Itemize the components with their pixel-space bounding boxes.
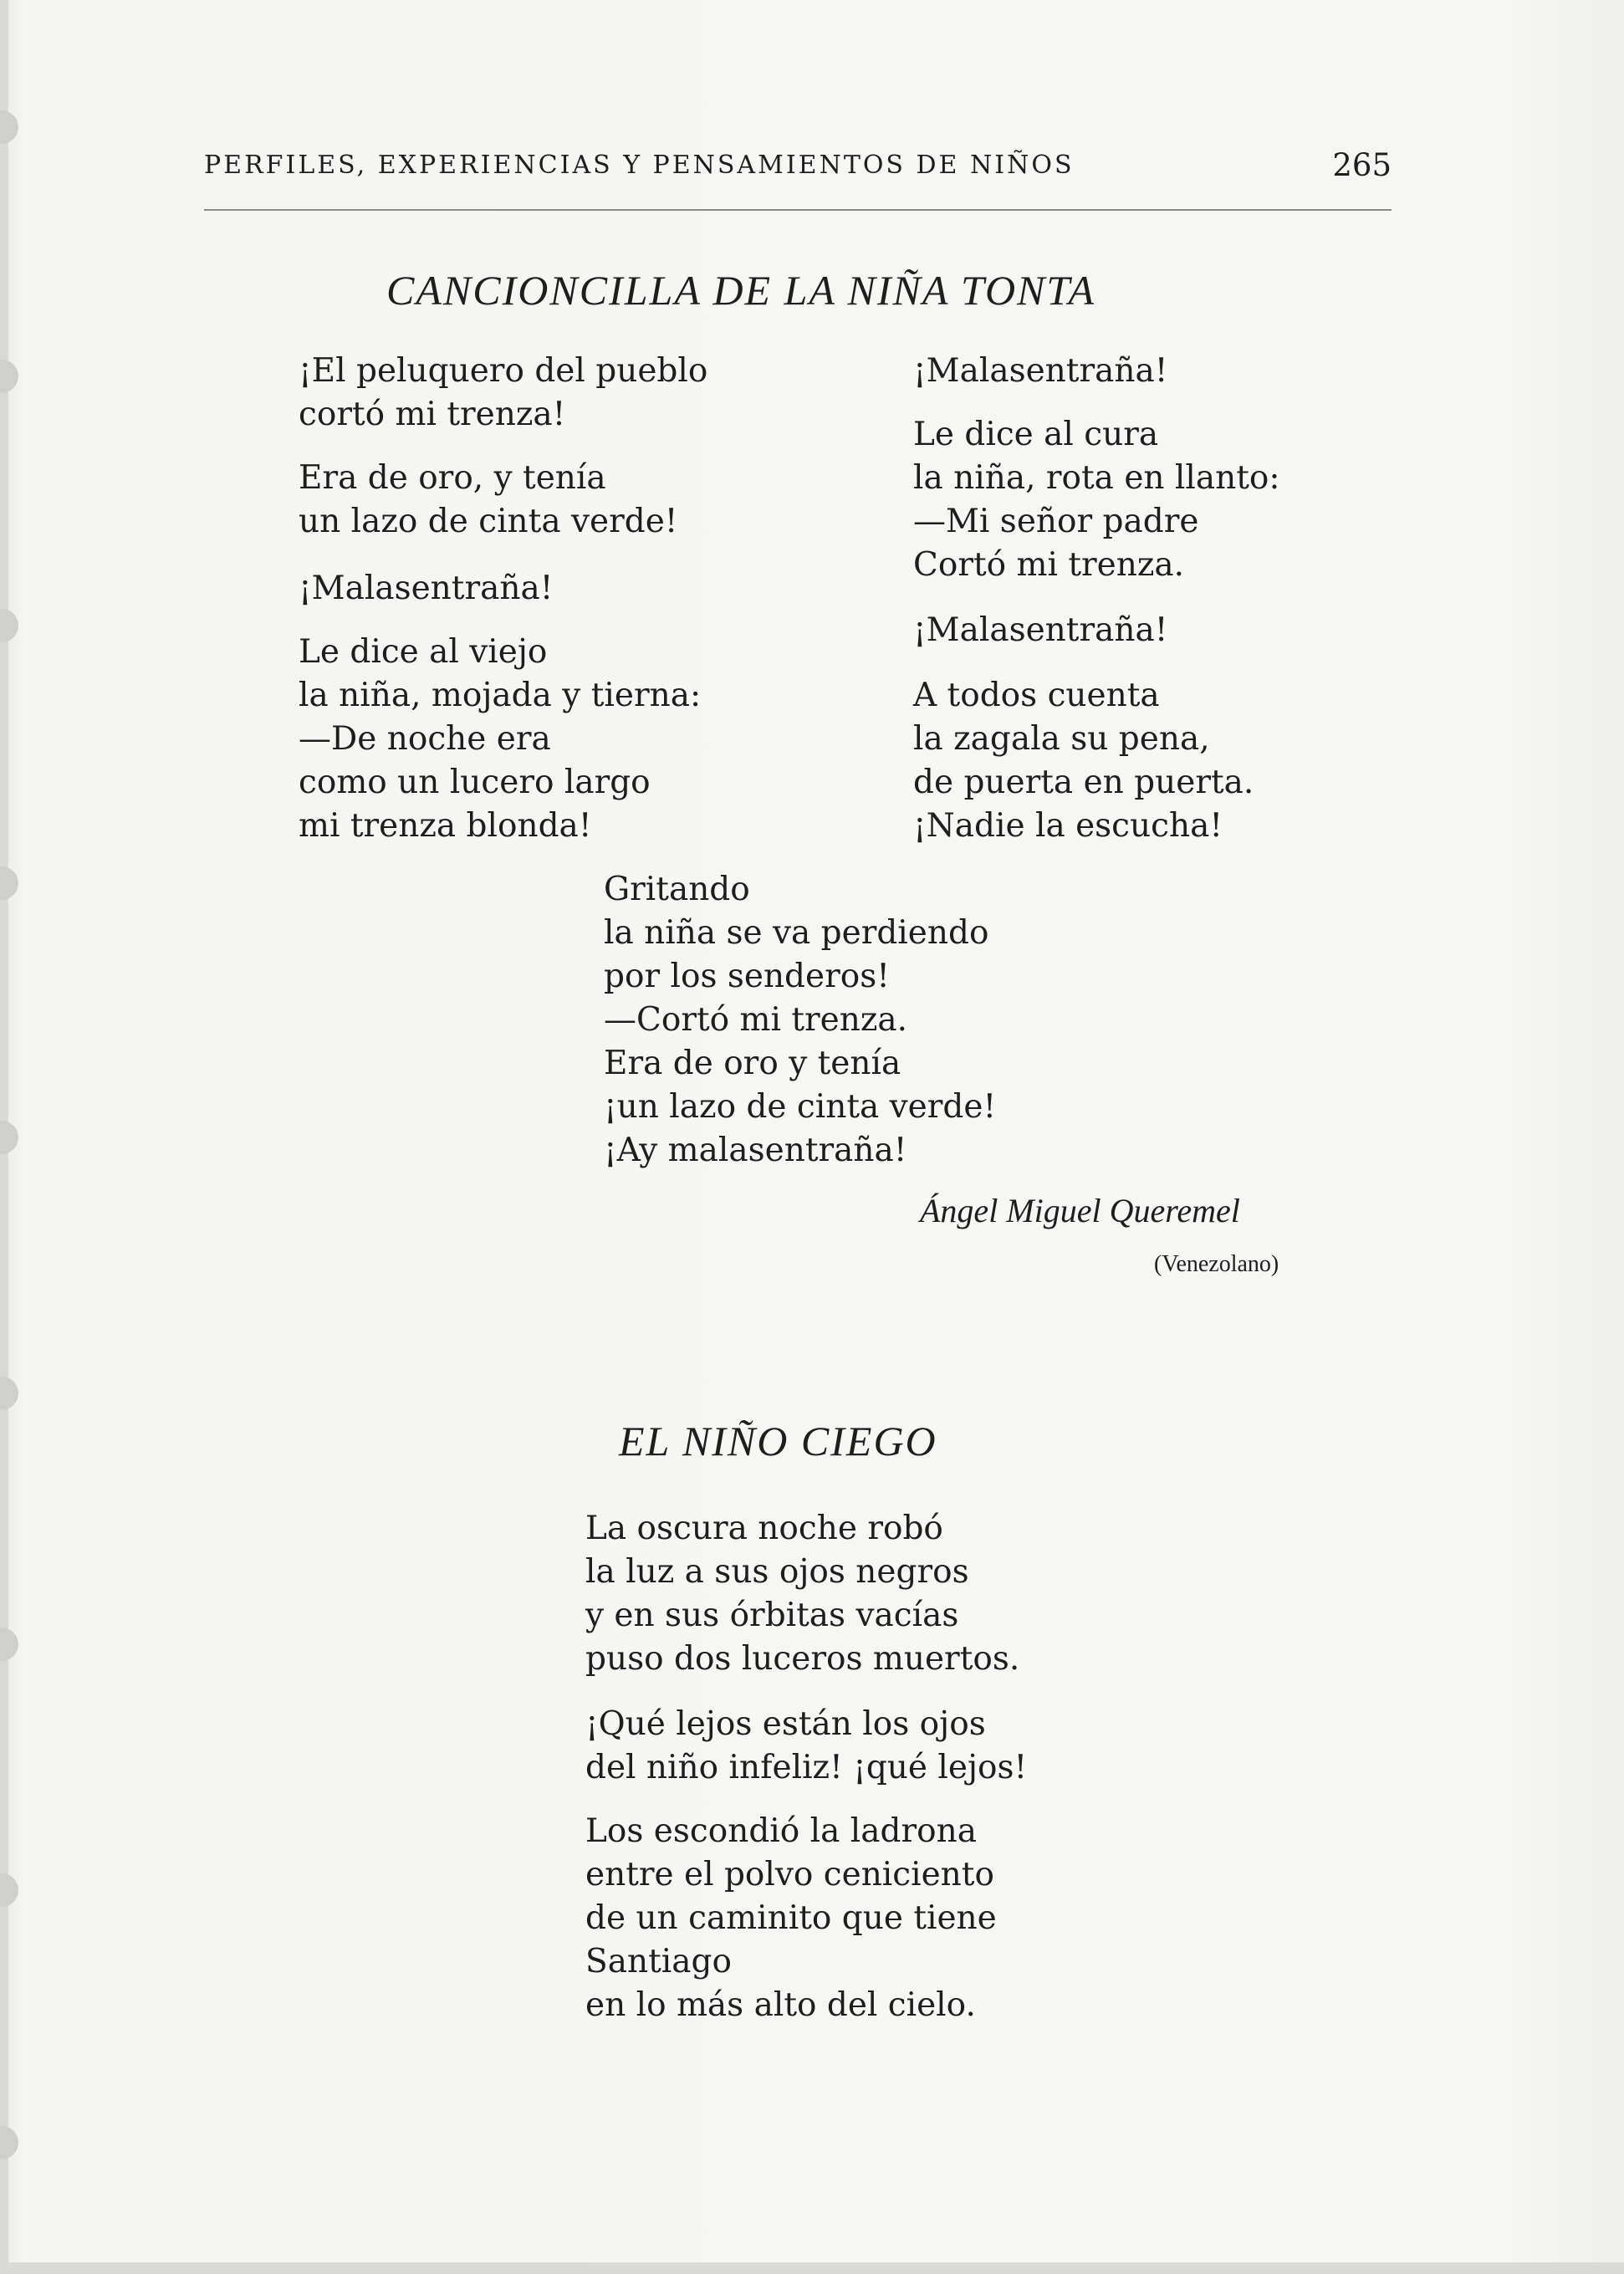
running-header: [204, 147, 1392, 189]
punch-hole: [0, 1873, 18, 1907]
punch-hole: [0, 1377, 18, 1410]
verse-line: —Cortó mi trenza.: [604, 1001, 908, 1039]
punch-hole: [0, 1121, 18, 1154]
author-name: Ángel Miguel Queremel: [920, 1192, 1240, 1229]
verse-line: la zagala su pena,: [913, 720, 1210, 758]
verse-line: Cortó mi trenza.: [913, 546, 1185, 584]
verse-line: de puerta en puerta.: [913, 764, 1254, 801]
verse-line: puso dos luceros muertos.: [585, 1640, 1020, 1678]
punch-hole: [0, 360, 18, 393]
verse-line: entre el polvo ceniciento: [585, 1856, 994, 1893]
poem-title: EL NIÑO CIEGO: [619, 1418, 937, 1464]
stanza: [299, 567, 553, 611]
verse-line: ¡Malasentraña!: [913, 611, 1168, 649]
verse-line: la niña, rota en llanto:: [913, 459, 1280, 497]
verse-line: ¡Malasentraña!: [913, 352, 1168, 390]
verse-line: ¡El peluquero del pueblo: [299, 352, 708, 390]
stanza: [585, 1810, 997, 2027]
verse-line: ¡un lazo de cinta verde!: [604, 1088, 997, 1126]
verse-line: La oscura noche robó: [585, 1510, 943, 1547]
verse-line: como un lucero largo: [299, 764, 651, 801]
verse-line: un lazo de cinta verde!: [299, 503, 678, 540]
page-number: 265: [1332, 147, 1392, 183]
punch-hole: [0, 110, 18, 144]
running-title: PERFILES, EXPERIENCIAS Y PENSAMIENTOS DE NIÑOS: [204, 151, 1075, 180]
verse-line: A todos cuenta: [913, 677, 1160, 714]
verse-line: Le dice al cura: [913, 416, 1159, 453]
stanza: [913, 350, 1167, 393]
verse-line: en lo más alto del cielo.: [585, 1986, 976, 2024]
stanza: [913, 609, 1167, 652]
stanza: [585, 1507, 1019, 1681]
page-bottom-edge: [0, 2262, 1624, 2274]
verse-line: cortó mi trenza!: [299, 396, 566, 433]
stanza: [604, 868, 996, 1173]
verse-line: la niña se va perdiendo: [604, 914, 989, 952]
verse-line: ¡Nadie la escucha!: [913, 807, 1223, 845]
punch-hole: [0, 1628, 18, 1661]
verse-line: Era de oro, y tenía: [299, 459, 606, 497]
verse-line: —De noche era: [299, 720, 551, 758]
verse-line: mi trenza blonda!: [299, 807, 592, 845]
poem-title: CANCIONCILLA DE LA NIÑA TONTA: [386, 267, 1096, 314]
punch-hole: [0, 609, 18, 642]
punch-hole: [0, 2126, 18, 2159]
verse-line: —Mi señor padre: [913, 503, 1199, 540]
verse-line: Era de oro y tenía: [604, 1045, 901, 1082]
verse-line: Los escondió la ladrona: [585, 1812, 977, 1850]
verse-line: de un caminito que tiene: [585, 1899, 997, 1937]
author-nationality: (Venezolano): [1154, 1251, 1279, 1277]
header-rule: [204, 209, 1392, 211]
stanza: [299, 631, 701, 848]
verse-line: y en sus órbitas vacías: [585, 1597, 959, 1634]
punch-hole: [0, 866, 18, 900]
verse-line: la niña, mojada y tierna:: [299, 677, 702, 714]
verse-line: ¡Qué lejos están los ojos: [585, 1705, 986, 1743]
verse-line: Gritando: [604, 871, 750, 908]
stanza: [913, 674, 1254, 848]
stanza: [299, 457, 677, 544]
stanza: [585, 1703, 1027, 1790]
stanza: [913, 413, 1280, 587]
verse-line: ¡Malasentraña!: [299, 570, 554, 607]
stanza: [299, 350, 707, 437]
verse-line: por los senderos!: [604, 958, 890, 995]
verse-line: ¡Ay malasentraña!: [604, 1132, 907, 1169]
verse-line: la luz a sus ojos negros: [585, 1553, 969, 1591]
verse-line: Santiago: [585, 1943, 732, 1980]
verse-line: del niño infeliz! ¡qué lejos!: [585, 1749, 1028, 1786]
verse-line: Le dice al viejo: [299, 633, 548, 671]
